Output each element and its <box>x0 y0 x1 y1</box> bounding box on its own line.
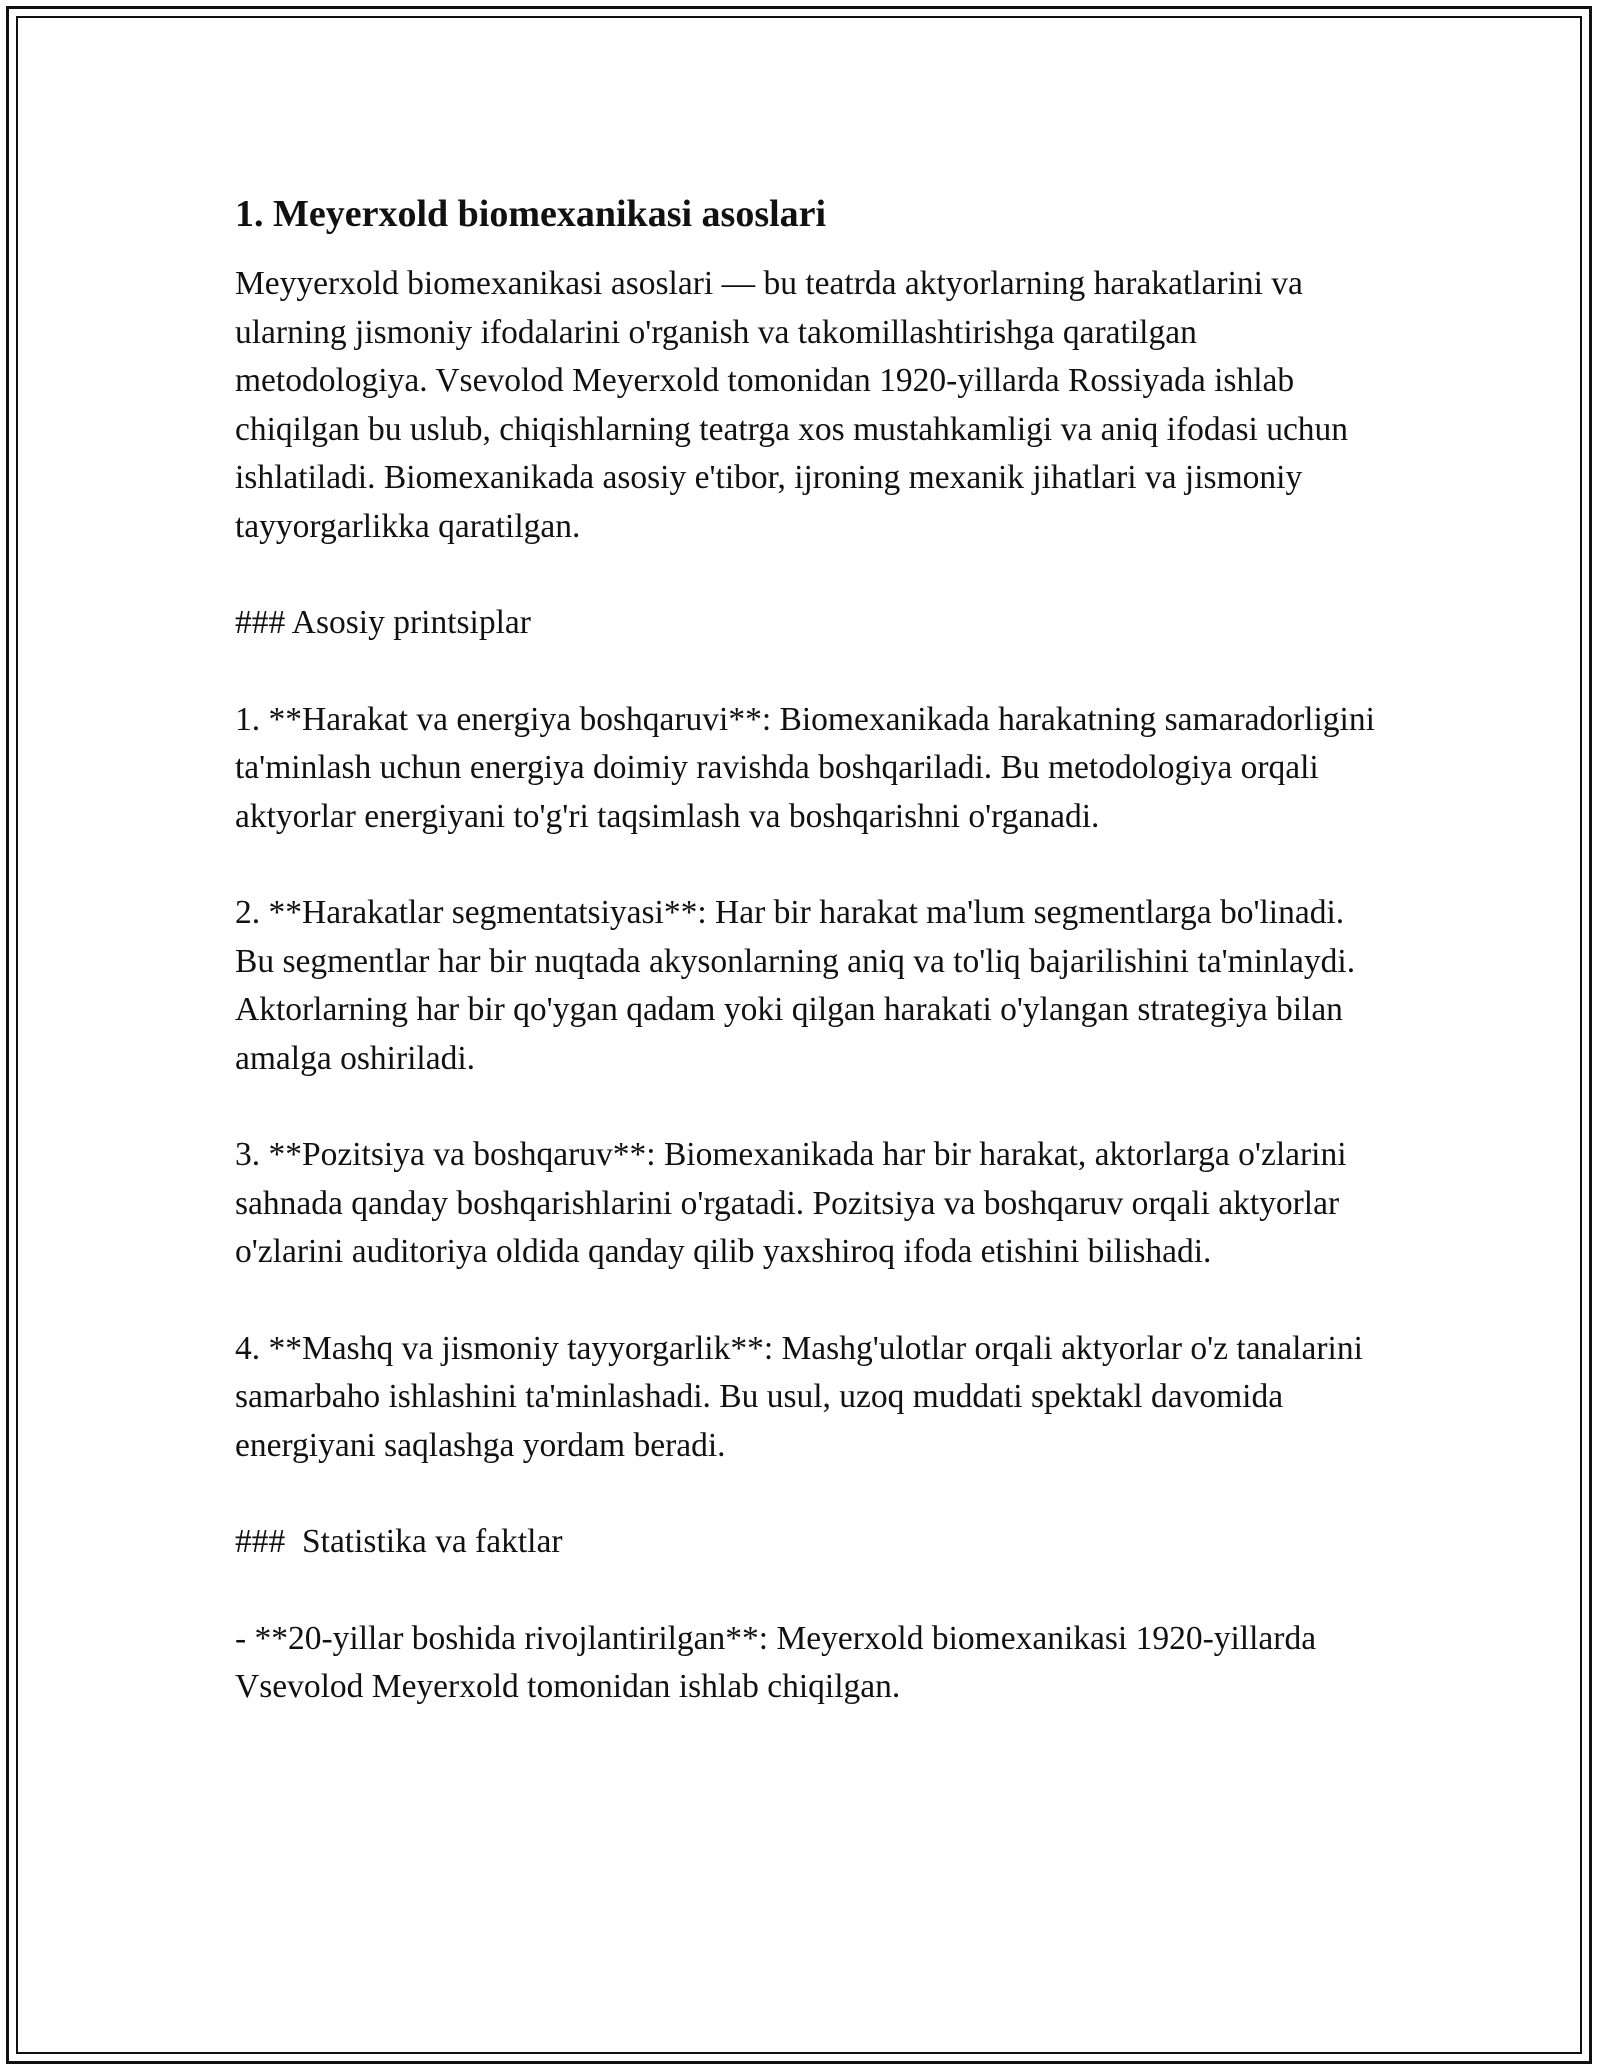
document-title: 1. Meyerxold biomexanikasi asoslari <box>235 193 827 235</box>
principle-1-paragraph: 1. **Harakat va energiya boshqaruvi**: Biomexanikada harakatning samaradorligini ta'minlash uchun energiya doimiy ravishda boshqariladi. Bu metodologiya orqali aktyorlar energiyani to'g'ri taqsimlash va boshqarishni o'rganadi. <box>235 700 1375 835</box>
document-body <box>235 188 1375 1760</box>
principle-4-paragraph: 4. **Mashq va jismoniy tayyorgarlik**: Mashg'ulotlar orqali aktyorlar o'z tanalarini samarbaho ishlashini ta'minlashadi. Bu usul, uzoq muddati spektakl davomida energiyani saqlashga yordam beradi. <box>235 1329 1363 1464</box>
section-heading-statistics: ### Statistika va faktlar <box>235 1523 563 1560</box>
intro-paragraph: Meyyerxold biomexanikasi asoslari — bu teatrda aktyorlarning harakatlarini va ularning jismoniy ifodalarini o'rganish va takomillashtirishga qaratilgan metodologiya. Vsevolod Meyerxold tomonidan 1920-yillarda Rossiyada ishlab chiqilgan bu uslub, chiqishlarning teatrga xos mustahkamligi va aniq ifodasi uchun ishlatiladi. Biomexanikada asosiy e'tibor, ijroning mexanik jihatlari va jismoniy tayyorgarlikka qaratilgan. <box>235 265 1349 545</box>
principle-3-paragraph: 3. **Pozitsiya va boshqaruv**: Biomexanikada har bir harakat, aktorlarga o'zlarini sahnada qanday boshqarishlarini o'rgatadi. Pozitsiya va boshqaruv orqali aktyorlar o'zlarini auditoriya oldida qanday qilib yaxshiroq ifoda etishini bilishadi. <box>235 1136 1347 1270</box>
fact-1-paragraph: - **20-yillar boshida rivojlantirilgan**: Meyerxold biomexanikasi 1920-yillarda Vsevolod Meyerxold tomonidan ishlab chiqilgan. <box>235 1619 1317 1705</box>
principle-2-paragraph: 2. **Harakatlar segmentatsiyasi**: Har bir harakat ma'lum segmentlarga bo'linadi. Bu segmentlar har bir nuqtada akysonlarning aniq va to'liq bajarilishini ta'minlaydi. Aktorlarning har bir qo'ygan qadam yoki qilgan harakati o'ylangan strategiya bilan amalga oshiriladi. <box>235 894 1356 1077</box>
section-heading-principles: ### Asosiy printsiplar <box>235 604 531 641</box>
